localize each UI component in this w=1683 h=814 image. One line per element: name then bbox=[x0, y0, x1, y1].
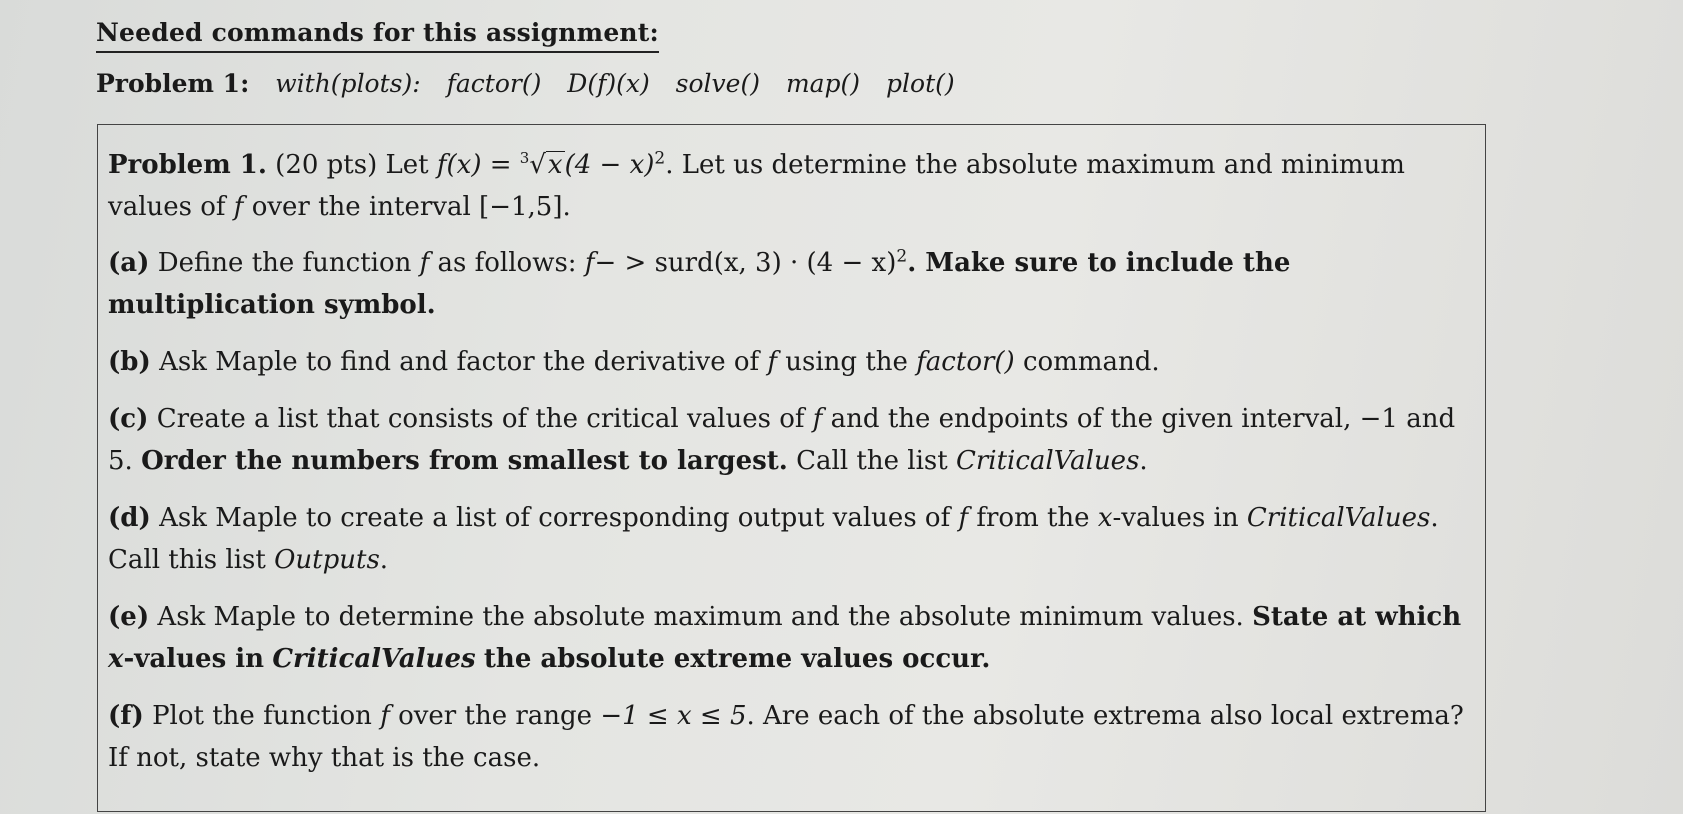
problem-intro: Problem 1. (20 pts) Let $f(x) = ^3√x(4 - x)^2$. Let us determine the absolute maximum and minimum values of f over the interval [−1,5]. bbox=[108, 137, 1475, 228]
command-derivative: D(f)(x) bbox=[567, 69, 650, 98]
part-d: (d) Ask Maple to create a list of corresponding output values of f from the x-values in CriticalValues. Call this list Outputs. bbox=[108, 503, 1439, 575]
cube-root: $^3$√x bbox=[519, 149, 563, 180]
part-e: (e) Ask Maple to determine the absolute maximum and the absolute minimum values. State at which x-values in CriticalValues the absolute extreme values occur. bbox=[108, 602, 1462, 674]
commands-line bbox=[96, 69, 955, 98]
part-b: (b) Ask Maple to find and factor the derivative of f using the factor() command. bbox=[108, 347, 1160, 377]
assignment-header bbox=[96, 18, 955, 98]
command-factor: factor() bbox=[446, 69, 542, 98]
command-solve: solve() bbox=[675, 69, 760, 98]
problem-points: (20 pts) bbox=[275, 150, 378, 180]
part-a: (a) Define the function f as follows: f− > surd(x, $3) \cdot (4 - x)^2$. Make sure to include the multiplication symbol. bbox=[108, 246, 1291, 320]
problem-box bbox=[97, 124, 1486, 812]
function-lhs: f(x) = bbox=[436, 150, 512, 180]
header-title: Needed commands for this assignment: bbox=[96, 18, 659, 53]
command-plot: plot() bbox=[886, 69, 955, 98]
problem-label: Problem 1. bbox=[108, 150, 267, 180]
part-f: (f) Plot the function f over the range −1 ≤ x ≤ 5. Are each of the absolute extrema also local extrema? If not, state why that is the case. bbox=[108, 701, 1464, 773]
function-rest: (4 − x) bbox=[564, 150, 655, 180]
part-c: (c) Create a list that consists of the critical values of f and the endpoints of the given interval, −1 and 5. Order the numbers from smallest to largest. Call the list CriticalValues. bbox=[108, 404, 1456, 476]
function-exponent: 2 bbox=[654, 148, 666, 169]
command-map: map() bbox=[785, 69, 861, 98]
commands-problem-label: Problem 1: bbox=[96, 69, 250, 98]
command-with-plots: with(plots): bbox=[275, 69, 421, 98]
